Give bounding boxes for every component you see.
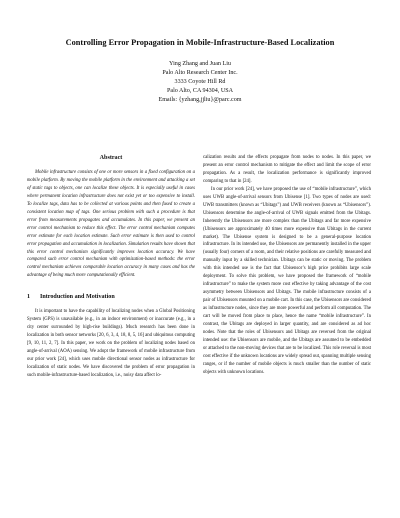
author-address-street: 3333 Coyote Hill Rd: [174, 79, 226, 85]
intro-paragraph-1: It is important to have the capability of localizing nodes when a Global Positioning System (GPS) is unavailable (e.g., in an indoor environment) or inaccurate (e.g., in a city center surrounded by high-rise buildings). Much research has been done in localization in both sensor networks [20, 6, 3, 4, 18, 8, 5, 16] and ubiquitous computing [9, 10, 11, 2, 7]. In this paper, we work on the problem of localizing nodes based on angle-of-arrival (AOA) sensing. We adopt the framework of mobile infrastructure from our prior work [24], which uses mobile directional sensor nodes as infrastructure for localization of static nodes. We have discovered the problem of error propagation in such mobile-infrastructure-based localization, i.e., noisy data affect lo-: [27, 309, 195, 378]
author-names: Ying Zhang and Juan Liu: [169, 61, 231, 67]
paper-title: Controlling Error Propagation in Mobile-Infrastructure-Based Localization: [65, 38, 335, 47]
author-affiliation: Palo Alto Research Center Inc.: [162, 70, 238, 76]
author-address-city: Palo Alto, CA 94304, USA: [166, 88, 234, 94]
author-block: [0, 60, 400, 105]
introduction-section: [27, 293, 195, 380]
right-paragraph-2: In our prior work [24], we have proposed the use of “mobile infrastructure”, which uses UWB angle-of-arrival sensors from Ubisense [1]. Two types of nodes are used: UWB transmitters (known as “Ubitags”) and UWB receivers (known as “Ubisensors”). Ubisensors determine the angle-of-arrival of UWB signals emitted from the Ubitags. Inherently the Ubisensors are more complex than the Ubitags and far more expensive (Ubisensors are approximately 40 times more expensive than Ubitags in the current market). The Ubisense system is designed to be a general-purpose location infrastructure. In its intended use, the Ubisensors are permanently installed in the upper (usually four) corners of a room, and their relative positions are carefully measured and manually input by a skilled technician. Ubitags can be static or moving. The problem with this intended use is the fact that Ubisensor’s high price prohibits large scale deployment. To solve this problem, we have proposed the framework of “mobile infrastructure” to make the system more cost effective by taking advantage of the cost asymmetry between Ubisensors and Ubitags. The mobile infrastructure consists of a pair of Ubisensors mounted on a mobile cart. In this case, the Ubisensors are considered as infrastructure nodes, since they are more powerful and perform all computation. The cart will be moved from place to place, hence the name “mobile infrastructure”. In contrast, the Ubitags are deployed in larger quantity, and are considered as ad hoc nodes. Note that the roles of Ubisensors and Ubitags are reversed from the original intended use: the Ubisensors are mobile, and the Ubitags are assumed to be embedded or attached to the non-moving devices that are to be localized. This role reversal is most cost effective if the unknown locations are widely spread out, spanning multiple sensing ranges, or if the number of mobile objects is much smaller than the number of static objects with unknown locations.: [203, 186, 371, 375]
right-column: [203, 154, 371, 377]
section-heading: [27, 293, 195, 302]
section-spacer: [27, 280, 195, 293]
author-emails: Emails: {yzhang,jjliu}@parc.com: [158, 97, 242, 103]
right-paragraph-1: calization results and the effects propagate from nodes to nodes. In this paper, we present an error control mechanism to mitigate the effect and limit the scope of error propagation. As a result, the localization performance is significantly improved comparing to that in [24].: [203, 155, 371, 184]
section-number: 1: [27, 294, 31, 301]
left-column: [27, 154, 195, 380]
abstract-text: Mobile infrastructure consists of one or more sensors in a fixed configuration on a mobile platform. By moving the mobile platform in the environment and attacking a set of static tags to objects, one can localize these objects. It is especially useful in cases where permanent location infrastructure does not exist yet or too expensive to install. To localize tags, data has to be collected at various points and then fused to create a consistent location map of tags. One serious problem with such a procedure is that error from measurements propagates and accumulates. In this paper, we present an error control mechanism to reduce this effect. The error control mechanism computes error estimate for each location estimate. Such error estimate is then used to control error propagation and accumulation in localization. Simulation results have shown that this error control mechanism significantly improves location accuracy. We have compared such error control mechanism with optimization-based methods: the error control mechanism achieves comparable location accuracy in many cases and has the advantage of being much more computationally efficient.: [27, 170, 195, 279]
abstract-section: [27, 154, 195, 280]
section-title: Introduction and Motivation: [40, 294, 115, 301]
abstract-heading: Abstract: [99, 155, 123, 161]
